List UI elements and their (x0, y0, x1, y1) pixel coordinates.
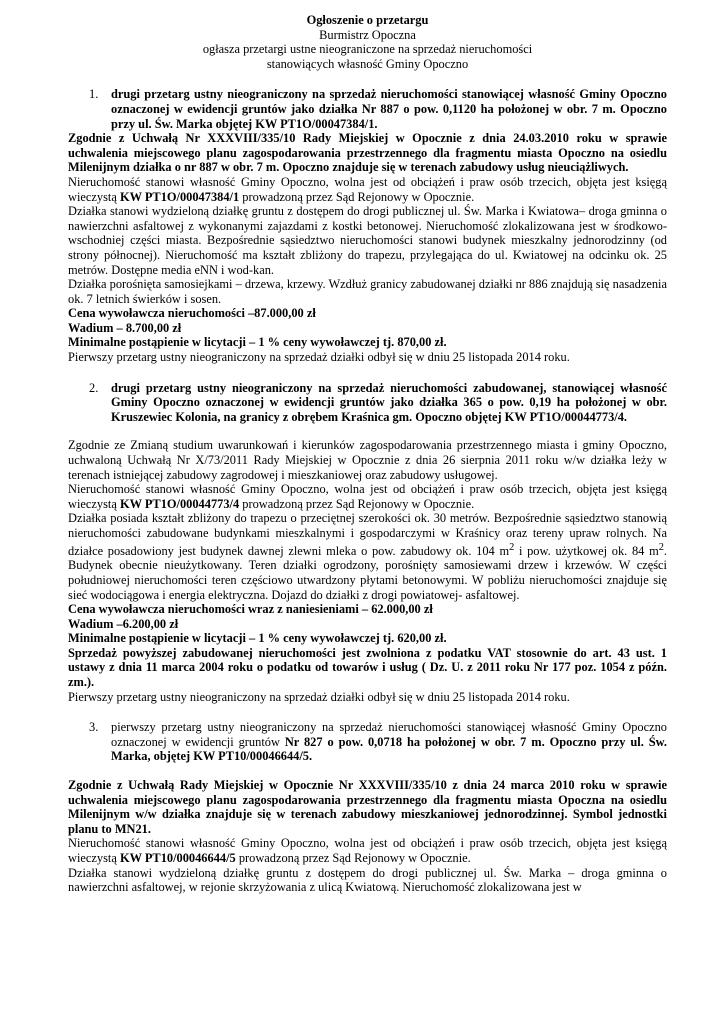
tender-item-1-heading (68, 87, 667, 131)
item-heading: pierwszy przetarg ustny nieograniczony na sprzedaż nieruchomości stanowiącej własność Gminy Opoczno oznaczonej w ewidencji gruntów Nr 827 o pow. 0,0718 ha położonej w obr. 7 m. Opoczno przy ul. Św. Marka, objętej KW PT10/00046644/5. (111, 720, 667, 764)
announcement-title: Ogłoszenie o przetargu (306, 13, 429, 27)
ownership-paragraph: Nieruchomość stanowi własność Gminy Opoczno, wolna jest od obciążeń i praw osób trzecich, objęta jest księgą wieczystą KW PT1O/00047384/1 prowadzoną przez Sąd Rejonowy w Opocznie. (68, 174, 667, 204)
ownership-paragraph: Nieruchomość stanowi własność Gminy Opoczno, wolna jest od obciążeń i praw osób trzecich, objęta jest księgą wieczystą KW PT1O/00044773/4 prowadzoną przez Sąd Rejonowy w Opocznie. (68, 482, 667, 511)
vat-exemption: Sprzedaż powyższej zabudowanej nieruchomości jest zwolniona z podatku VAT stosownie do art. 43 ust. 1 ustawy z dnia 11 marca 2004 roku o podatku od towarów i usług ( Dz. U. z 2011 roku Nr 177 poz. 1054 z późn. zm.). (68, 645, 667, 690)
tender-item-3-heading (68, 720, 667, 764)
description-paragraph: Działka stanowi wydzieloną działkę gruntu z dostępem do drogi publicznej ul. Św. Marka i Kwiatowa– droga gminna o nawierzchni asfaltowej z wykonanymi zajazdami z kostki betonowej. Nieruchomość zlokalizowana jest w środkowo-wschodniej części miasta. Bezpośrednie sąsiedztwo nieruchomości stanowi budynek mieszkalny jednorodzinny (od strony północnej). Nieruchomość ma kształt zbliżony do trapezu, przylegająca do ul. Kwiatowej na odcinku ok. 25 metrów. Dostępne media eNN i wod-kan. (68, 204, 667, 277)
item-number: 3. (89, 720, 99, 735)
minimum-bid: Minimalne postąpienie w licytacji – 1 % ceny wywoławczej tj. 870,00 zł. (68, 335, 447, 350)
description-paragraph: Działka posiada kształt zbliżony do trapezu o przeciętnej szerokości ok. 30 metrów. Bezpośrednie sąsiedztwo stanowią nieruchomości zabudowane budynkami mieszkalnymi i gospodarczymi w Kraśnicy oraz tereny upraw rolnych. Na działce posadowiony jest budynek dawnej zlewni mleka o pow. zabudowy ok. 104 $m^2$ i pow. użytkowej ok. 84 $m^2$. Budynek obecnie nieużytkowany. Teren działki ogrodzony, porośnięty samosiewami drzew i krzewów. W części południowej nieruchomości teren częściowo utwardzony płytami betonowymi. W pobliżu nieruchomości znajduje się sieć wodociągowa i energia elektryczna. Dojazd do działki z drogi powiatowej- asfaltowej. (68, 511, 667, 602)
minimum-bid: Minimalne postąpienie w licytacji – 1 % ceny wywoławczej tj. 620,00 zł. (68, 631, 447, 646)
description-paragraph: Działka stanowi wydzieloną działkę gruntu z dostępem do drogi publicznej ul. Św. Marka – droga gminna o nawierzchni asfaltowej, w rejonie skrzyżowania z ulicą Kwiatową. Nieruchomość zlokalizowana jest w (68, 865, 667, 895)
vegetation-paragraph: Działka porośnięta samosiejkami – drzewa, krzewy. Wzdłuż granicy zabudowanej działki nr 886 znajdują się nasadzenia ok. 7 letnich świerków i sosen. (68, 277, 667, 306)
announcement-header (68, 13, 667, 71)
header-line-3: stanowiących własność Gminy Opoczno (266, 56, 469, 71)
item-heading: drugi przetarg ustny nieograniczony na sprzedaż nieruchomości stanowiącej własność Gminy Opoczno oznaczonej w ewidencji gruntów jako działka Nr 887 o pow. 0,1120 ha położonej w obr. 7 m. Opoczno przy ul. Św. Marka objętej KW PT1O/00047384/1. (111, 87, 667, 131)
land-register-number: KW PT1O/00044773/4 (119, 496, 240, 511)
first-tender-note: Pierwszy przetarg ustny nieograniczony na sprzedaż działki odbył się w dniu 25 listopada 2014 roku. (68, 689, 570, 704)
item-number: 2. (89, 380, 99, 395)
zoning-paragraph: Zgodnie ze Zmianą studium uwarunkowań i kierunków zagospodarowania przestrzennego miasta i gminy Opoczno, uchwaloną Uchwałą Nr X/73/2011 Rady Miejskiej w Opocznie z dnia 26 sierpnia 2011 roku w/w działka leży w terenach istniejącej zabudowy zagrodowej i mieszkaniowej oraz zabudowy usługowej. (68, 438, 667, 482)
land-register-number: KW PT1O/00047384/1 (119, 189, 240, 204)
ownership-paragraph: Nieruchomość stanowi własność Gminy Opoczno, wolna jest od obciążeń i praw osób trzecich, objęta jest księgą wieczystą KW PT10/00046644/5 prowadzoną przez Sąd Rejonowy w Opocznie. (68, 836, 667, 865)
land-register-number: KW PT10/00046644/5 (119, 851, 236, 865)
deposit: Wadium –6.200,00 zł (68, 616, 179, 631)
item-number: 1. (89, 87, 99, 102)
item-heading: drugi przetarg ustny nieograniczony na sprzedaż nieruchomości zabudowanej, stanowiącej własność Gminy Opoczno oznaczonej w ewidencji gruntów jako działka 365 o pow. 0,19 ha położonej w obr. Kruszewiec Kolonia, na granicy z obrębem Kraśnica gm. Opoczno objętej KW PT1O/00044773/4. (111, 380, 667, 424)
starting-price: Cena wywoławcza nieruchomości wraz z naniesieniami – 62.000,00 zł (68, 602, 433, 617)
first-tender-note: Pierwszy przetarg ustny nieograniczony na sprzedaż działki odbył się w dniu 25 listopada 2014 roku. (68, 350, 570, 365)
starting-price: Cena wywoławcza nieruchomości –87.000,00 zł (68, 306, 316, 321)
issuer: Burmistrz Opoczna (319, 27, 416, 42)
zoning-paragraph: Zgodnie z Uchwałą Rady Miejskiej w Opocznie Nr XXXVIII/335/10 z dnia 24 marca 2010 roku w sprawie uchwalenia miejscowego planu zagospodarowania przestrzennego dla fragmentu miasta Opoczna na osiedlu Milenijnym w/w działka znajduje się w terenach zabudowy mieszkaniowej jednorodzinnej. Symbol jednostki planu to MN21. (68, 778, 667, 836)
zoning-paragraph: Zgodnie z Uchwałą Nr XXXVIII/335/10 Rady Miejskiej w Opocznie z dnia 24.03.2010 roku w sprawie uchwalenia miejscowego planu zagospodarowania przestrzennego dla fragmentu miasta Opoczno na osiedlu Milenijnym działka o nr 887 w obr. 7 m. Opoczno znajduje się w terenach zabudowy usług nieuciążliwych. (68, 131, 667, 175)
deposit: Wadium – 8.700,00 zł (68, 320, 182, 335)
tender-item-2-heading (68, 381, 667, 425)
header-line-2: ogłasza przetargi ustne nieograniczone na sprzedaż nieruchomości (202, 42, 533, 57)
